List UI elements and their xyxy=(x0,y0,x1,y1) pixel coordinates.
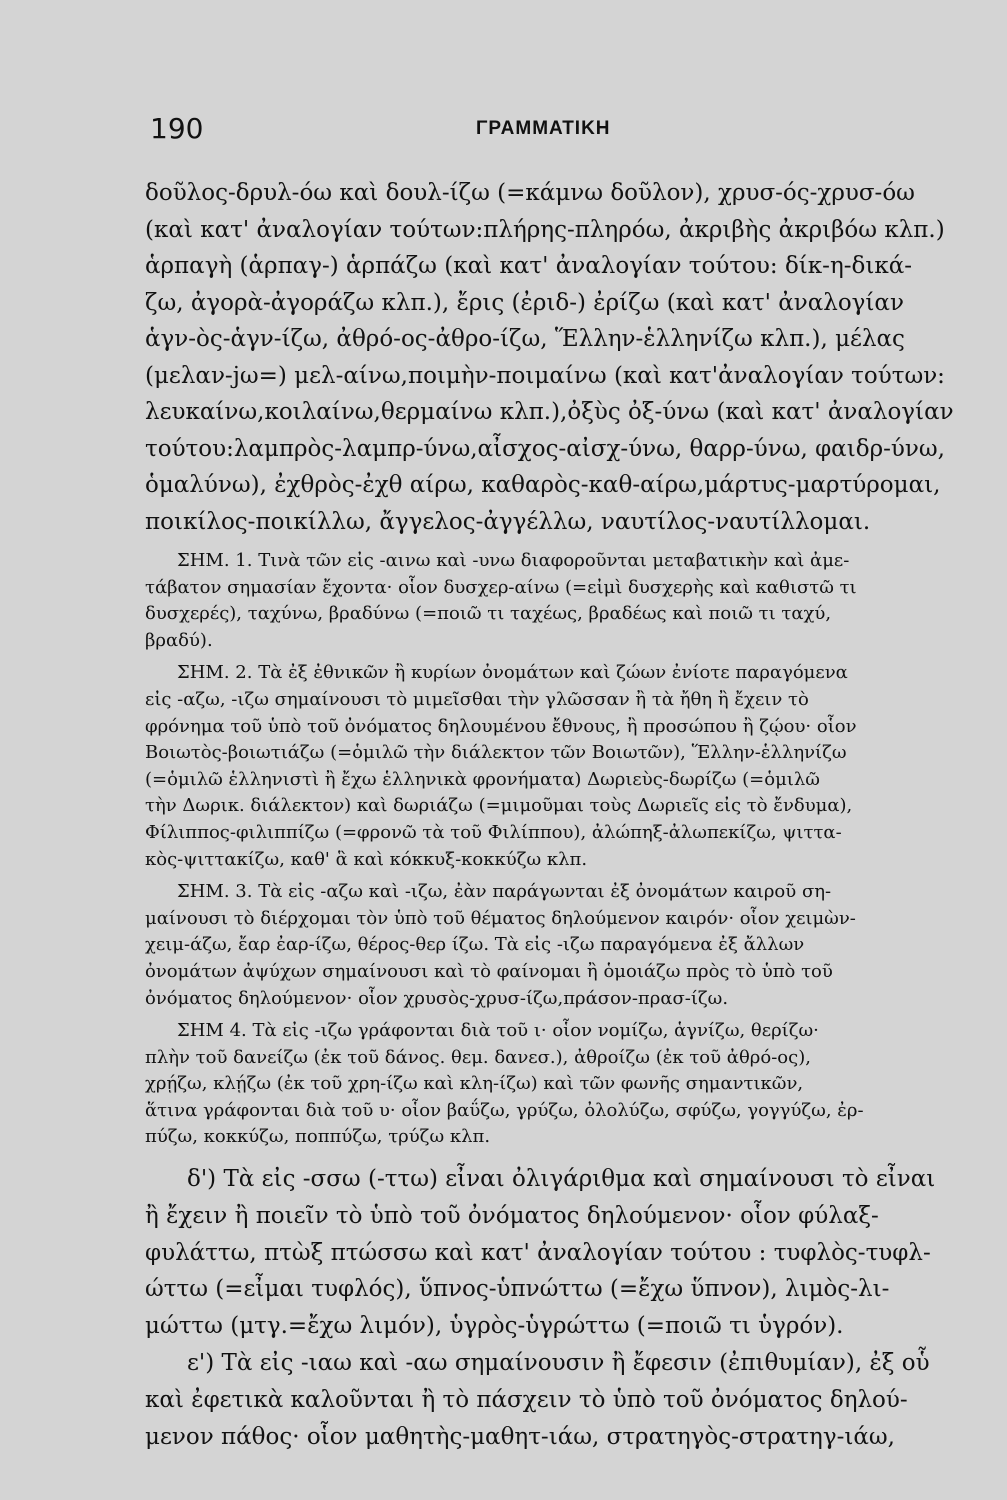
note-line: (=ὁμιλῶ ἑλληνιστὶ ἢ ἔχω ἑλληνικὰ φρονήματα) Δωριεὺς-δωρίζω (=ὁμιλῶ xyxy=(145,768,820,790)
notes-block xyxy=(145,548,970,1151)
text-line: τούτου:λαμπρὸς-λαμπρ-ύνω,αἶσχος-αἰσχ-ύνω, θαρρ-ύνω, φαιδρ-ύνω, xyxy=(145,435,945,462)
note-line: τάβατον σημασίαν ἔχοντα· οἷον δυσχερ-αίνω (=εἰμὶ δυσχερὴς καὶ καθιστῶ τι xyxy=(145,576,857,598)
note-line: εἰς -αζω, -ιζω σημαίνουσι τὸ μιμεῖσθαι τὴν γλῶσσαν ἢ τὰ ἤθη ἢ ἔχειν τὸ xyxy=(145,688,809,710)
note-line: φρόνημα τοῦ ὑπὸ τοῦ ὀνόματος δηλουμένου ἔθνους, ἢ προσώπου ἢ ζῴου· οἷον xyxy=(145,715,857,737)
note-line: βραδύ). xyxy=(145,629,213,651)
text-line: καὶ ἐφετικὰ καλοῦνται ἢ τὸ πάσχειν τὸ ὑπὸ τοῦ ὀνόματος δηλού- xyxy=(145,1386,908,1413)
note-line: ΣΗΜ. 1. Τινὰ τῶν εἰς -αινω καὶ -υνω διαφοροῦνται μεταβατικὴν καὶ ἀμε- xyxy=(177,550,850,571)
main-paragraph xyxy=(145,175,970,540)
page-header xyxy=(150,112,940,152)
note-1 xyxy=(145,548,970,654)
note-line: τὴν Δωρικ. διάλεκτον) καὶ δωριάζω (=μιμοῦμαι τοὺς Δωριεῖς εἰς τὸ ἔνδυμα), xyxy=(145,795,853,817)
text-line: ὁμαλύνω), ἐχθρὸς-ἐχθ αίρω, καθαρὸς-καθ-αίρω,μάρτυς-μαρτύρομαι, xyxy=(145,472,941,498)
body-text xyxy=(145,175,970,1455)
text-line: (μελαν-jω=) μελ-αίνω,ποιμὴν-ποιμαίνω (καὶ κατ'ἀναλογίαν τούτων: xyxy=(145,362,945,389)
note-line: μαίνουσι τὸ διέρχομαι τὸν ὑπὸ τοῦ θέματος δηλούμενον καιρόν· οἷον χειμὼν- xyxy=(145,907,856,929)
text-line: δοῦλος-δρυλ-όω καὶ δουλ-ίζω (=κάμνω δοῦλον), χρυσ-ός-χρυσ-όω xyxy=(145,180,915,206)
text-line: ἁγν-ὸς-ἁγν-ίζω, ἀθρό-ος-ἀθρο-ίζω, Ἕλλην-ἑλληνίζω κλπ.), μέλας xyxy=(145,326,905,352)
running-head: ΓΡΑΜΜΑΤΙΚΗ xyxy=(476,118,611,139)
note-line: πύζω, κοκκύζω, ποππύζω, τρύζω κλπ. xyxy=(145,1126,491,1148)
page-number: 190 xyxy=(150,112,204,145)
note-line: πλὴν τοῦ δανείζω (ἐκ τοῦ δάνος. θεμ. δανεσ.), ἀθροίζω (ἐκ τοῦ ἀθρό-ος), xyxy=(145,1046,811,1068)
note-2 xyxy=(145,660,970,873)
note-line: δυσχερές), ταχύνω, βραδύνω (=ποιῶ τι ταχέως, βραδέως καὶ ποιῶ τι ταχύ, xyxy=(145,603,832,625)
note-line: Βοιωτὸς-βοιωτιάζω (=ὁμιλῶ τὴν διάλεκτον τῶν Βοιωτῶν), Ἕλλην-ἑλληνίζω xyxy=(145,742,847,764)
note-line: ὀνόματος δηλούμενον· οἷον χρυσὸς-χρυσ-ίζω,πράσον-πρασ-ίζω. xyxy=(145,987,729,1009)
text-line: φυλάττω, πτὼξ πτώσσω καὶ κατ' ἀναλογίαν τούτου : τυφλὸς-τυφλ- xyxy=(145,1239,931,1266)
text-line: δ') Τὰ εἰς -σσω (-ττω) εἶναι ὀλιγάριθμα καὶ σημαίνουσι τὸ εἶναι xyxy=(187,1166,936,1193)
note-line: ΣΗΜ. 2. Τὰ ἐξ ἐθνικῶν ἢ κυρίων ὀνομάτων καὶ ζώων ἐνίοτε παραγόμενα xyxy=(177,662,848,684)
note-line: ΣΗΜ 4. Τὰ εἰς -ιζω γράφονται διὰ τοῦ ι· οἷον νομίζω, ἁγνίζω, θερίζω· xyxy=(177,1020,819,1042)
text-line: (καὶ κατ' ἀναλογίαν τούτων:πλήρης-πληρόω, ἀκριβὴς ἀκριβόω κλπ.) xyxy=(145,216,945,243)
text-line: μενον πάθος· οἷον μαθητὴς-μαθητ-ιάω, στρατηγὸς-στρατηγ-ιάω, xyxy=(145,1423,895,1450)
note-3 xyxy=(145,879,970,1012)
text-line: ε') Τὰ εἰς -ιαω καὶ -αω σημαίνουσιν ἢ ἔφεσιν (ἐπιθυμίαν), ἐξ οὗ xyxy=(187,1350,930,1377)
note-line: ἅτινα γράφονται διὰ τοῦ υ· οἷον βαΰζω, γρύζω, ὀλολύζω, σφύζω, γογγύζω, ἐρ- xyxy=(145,1099,864,1121)
text-line: ἢ ἔχειν ἢ ποιεῖν τὸ ὑπὸ τοῦ ὀνόματος δηλούμενον· οἷον φύλαξ- xyxy=(145,1202,879,1229)
text-line: λευκαίνω,κοιλαίνω,θερμαίνω κλπ.),ὀξὺς ὀξ-ύνω (καὶ κατ' ἀναλογίαν xyxy=(145,399,954,425)
note-line: κὸς-ψιττακίζω, καθ' ἃ καὶ κόκκυξ-κοκκύζω κλπ. xyxy=(145,848,588,870)
section-d xyxy=(145,1161,970,1455)
note-line: ΣΗΜ. 3. Τὰ εἰς -αζω καὶ -ιζω, ἐὰν παράγωνται ἐξ ὀνομάτων καιροῦ ση- xyxy=(177,881,832,903)
note-line: χειμ-άζω, ἔαρ ἐαρ-ίζω, θέρος-θερ ίζω. Τὰ εἰς -ιζω παραγόμενα ἐξ ἄλλων xyxy=(145,934,805,956)
text-line: ζω, ἀγορὰ-ἀγοράζω κλπ.), ἔρις (ἐριδ-) ἐρίζω (καὶ κατ' ἀναλογίαν xyxy=(145,289,904,316)
text-line: ἁρπαγὴ (ἁρπαγ-) ἁρπάζω (καὶ κατ' ἀναλογίαν τούτου: δίκ-η-δικά- xyxy=(145,253,913,279)
note-line: χρῄζω, κλῄζω (ἐκ τοῦ χρη-ίζω καὶ κλη-ίζω) καὶ τῶν φωνῆς σημαντικῶν, xyxy=(145,1073,804,1095)
note-line: ὀνομάτων ἀψύχων σημαίνουσι καὶ τὸ φαίνομαι ἢ ὁμοιάζω πρὸς τὸ ὑπὸ τοῦ xyxy=(145,960,833,982)
text-line: μώττω (μτγ.=ἔχω λιμόν), ὑγρὸς-ὑγρώττω (=ποιῶ τι ὑγρόν). xyxy=(145,1313,844,1340)
text-line: ποικίλος-ποικίλλω, ἄγγελος-ἀγγέλλω, ναυτίλος-ναυτίλλομαι. xyxy=(145,508,871,535)
text-line: ώττω (=εἶμαι τυφλός), ὕπνος-ὑπνώττω (=ἔχω ὕπνον), λιμὸς-λι- xyxy=(145,1276,890,1303)
note-line: Φίλιππος-φιλιππίζω (=φρονῶ τὰ τοῦ Φιλίππου), ἀλώπηξ-ἀλωπεκίζω, ψιττα- xyxy=(145,821,842,843)
note-4 xyxy=(145,1018,970,1151)
